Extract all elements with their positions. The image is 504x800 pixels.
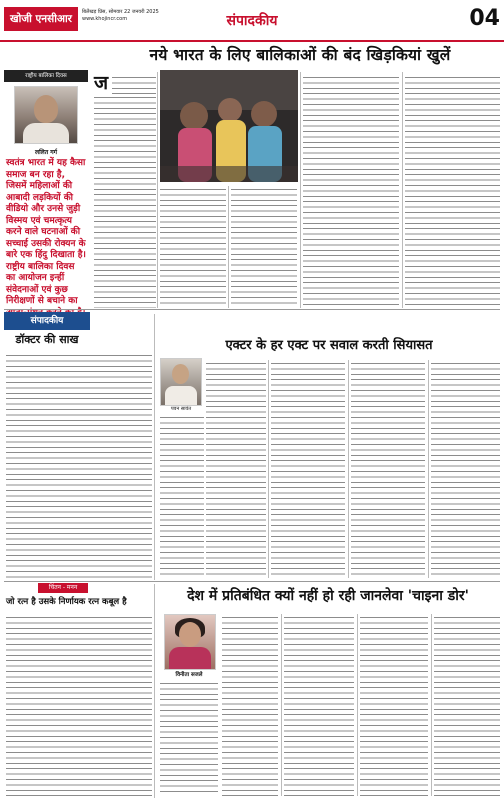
drop-cap: ज — [94, 72, 109, 94]
body-text — [160, 186, 226, 308]
bottom-right-headline: देश में प्रतिबंधित क्यों नहीं हो रही जानलेवा 'चाइना डोर' — [187, 588, 469, 604]
body-text — [112, 74, 156, 94]
body-text — [94, 94, 156, 308]
chintan-label: चिंतन - मनन — [38, 583, 88, 593]
issue-info — [82, 9, 212, 23]
lead-headline: नये भारत के लिए बालिकाओं की बंद खिड़कियां खुलें — [149, 46, 451, 64]
body-text — [231, 186, 297, 308]
page-number: 04 — [469, 6, 500, 31]
author-name: ललित गर्ग — [35, 149, 57, 156]
body-text — [431, 360, 500, 578]
masthead — [0, 0, 504, 42]
pull-quote: स्वतंत्र भारत में यह कैसा समाज बन रहा है, जिसमें महिलाओं की आबादी लड़कियों की वीडियो और उनसे जुड़ी विस्मय एवं चमत्कृत्य करने वाले घटनाओं की सच्चाई उसकी रोक्यन के बारे एक हिंदु दिखाता है। राष्ट्रीय बालिका दिवस का आयोजन इन्हीं संवेदनाओं एवं कुछ निरीक्षणों से बचाने का — [6, 158, 86, 306]
columnist-photo — [160, 358, 202, 406]
body-text — [6, 352, 152, 578]
body-text — [360, 614, 428, 796]
editorial-headline: डॉक्टर की साख — [15, 333, 79, 346]
body-text — [284, 614, 354, 796]
newspaper-logo: खोजी एनसीआर — [4, 7, 78, 31]
body-text — [405, 74, 500, 308]
author-tag: राष्ट्रीय बालिका दिवस — [4, 70, 88, 82]
editorial-label: संपादकीय — [4, 312, 90, 330]
body-text — [6, 614, 152, 796]
lead-photo — [160, 70, 298, 182]
author-photo — [14, 86, 78, 144]
body-text — [206, 360, 266, 578]
photo-caption: विनीता सजले — [175, 672, 203, 678]
photo-caption: पवन सावंत — [170, 406, 192, 412]
body-text — [222, 614, 278, 796]
story-headline: एक्टर के हर एक्ट पर सवाल करती सियासत — [225, 338, 433, 353]
author-box — [4, 70, 88, 310]
body-text — [303, 74, 399, 308]
body-text — [160, 414, 204, 578]
body-text — [160, 680, 218, 796]
issue-date: बिलैखड़ प्रिंस, सोमवार 22 जनवरी 2025 — [82, 9, 159, 15]
body-text — [271, 360, 345, 578]
website: www.khojincr.com — [82, 16, 128, 22]
section-divider — [4, 309, 500, 310]
section-title: संपादकीय — [226, 13, 278, 29]
columnist-photo — [164, 614, 216, 670]
body-text — [434, 614, 500, 796]
body-text — [351, 360, 425, 578]
bottom-left-headline: जो रत्न है उसके निर्णायक रत्न कबूल है — [6, 597, 127, 607]
section-divider — [4, 581, 500, 582]
